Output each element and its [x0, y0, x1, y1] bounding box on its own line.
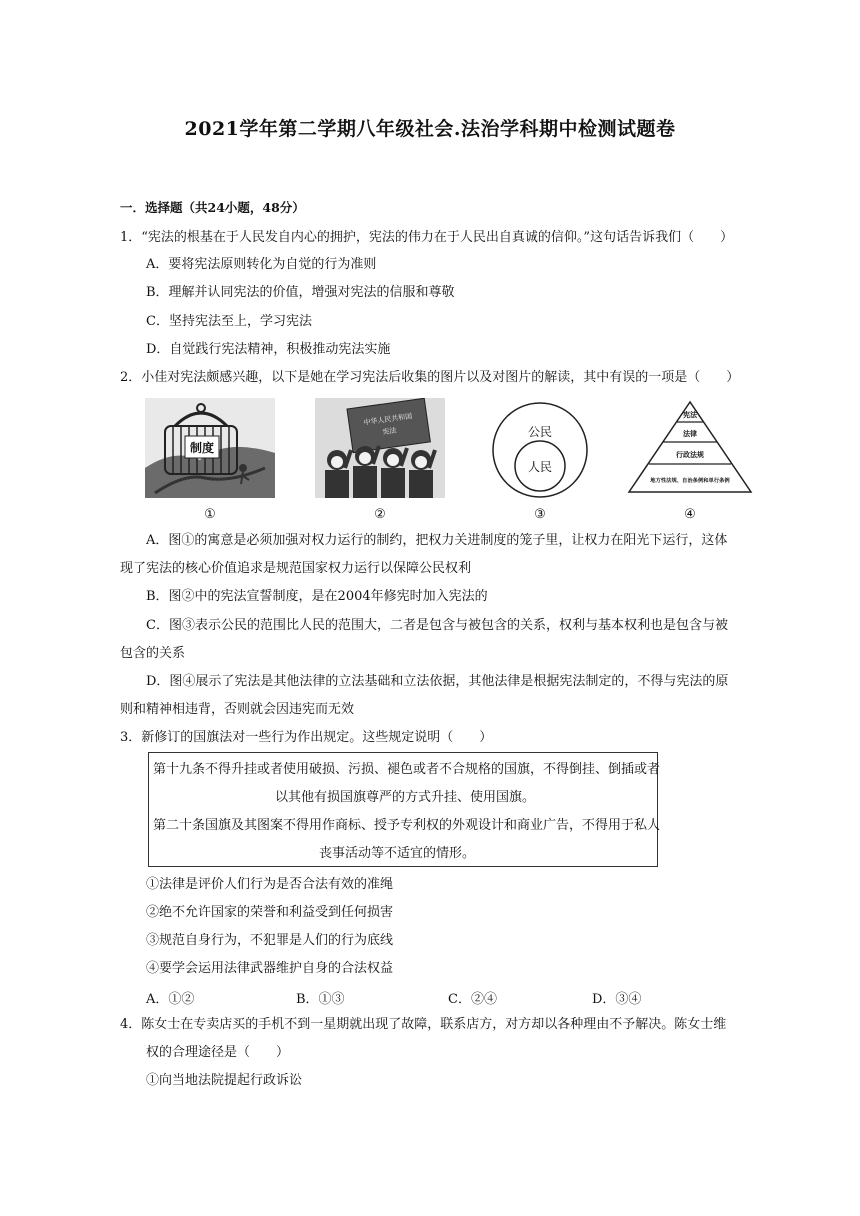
excerpt-line-1: 第十九条不得升挂或者使用破损、污损、褪色或者不合规格的国旗，不得倒挂、倒插或者: [153, 762, 661, 777]
question-3-choices: [146, 988, 706, 1008]
question-3-choice-b: B．①③: [296, 992, 345, 1007]
question-1-option-b: B．理解并认同宪法的价值，增强对宪法的信服和尊敬: [146, 285, 455, 300]
question-4-stem-line1: 4．陈女士在专卖店买的手机不到一星期就出现了故障，联系店方，对方却以各种理由不予解决。陈女士维: [120, 1017, 727, 1032]
pyramid-diagram: [625, 398, 755, 498]
excerpt-line-2: 以其他有损国旗尊严的方式升挂、使用国旗。: [275, 790, 536, 805]
question-1-stem: 1．“宪法的根基在于人民发自内心的拥护，宪法的伟力在于人民出自真诚的信仰。”这句话告诉我们（ ）: [120, 230, 734, 245]
book-title-line1: 中华人民共和国: [363, 412, 413, 427]
figure-3-label: ③: [534, 507, 546, 522]
inner-circle-label: 人民: [527, 460, 553, 474]
figure-2-label: ②: [374, 507, 386, 522]
question-2-option-d-line1: D．图④展示了宪法是其他法律的立法基础和立法依据，其他法律是根据宪法制定的，不得与宪法的原: [146, 674, 729, 689]
figure-1-power-cage: [145, 398, 275, 522]
question-2-option-d-line2: 则和精神相违背，否则就会因违宪而无效: [120, 702, 355, 717]
figure-2-constitution-oath: [315, 398, 445, 522]
circles-diagram: [475, 398, 605, 498]
flag-law-excerpt-box: [148, 752, 661, 867]
figure-3-citizen-people-circles: [475, 398, 605, 522]
outer-circle-label: 公民: [527, 425, 553, 439]
question-1-option-d: D．自觉践行宪法精神，积极推动宪法实施: [146, 342, 391, 357]
cage-sign-text: 制度: [189, 441, 215, 455]
question-3-choice-c: C．②④: [448, 992, 497, 1007]
figure-1-label: ①: [204, 507, 216, 522]
question-3-stem: 3．新修订的国旗法对一些行为作出规定。这些规定说明（ ）: [120, 730, 493, 745]
question-2-stem: 2．小佳对宪法颇感兴趣，以下是她在学习宪法后收集的图片以及对图片的解读，其中有误的一项是（ ）: [120, 370, 740, 385]
excerpt-line-4: 丧事活动等不适宜的情形。: [319, 846, 476, 861]
page-title: 2021学年第二学期八年级社会.法治学科期中检测试题卷: [184, 118, 676, 140]
pyramid-level-3: 行政法规: [676, 451, 704, 459]
excerpt-line-3: 第二十条国旗及其图案不得用作商标、授予专利权的外观设计和商业广告，不得用于私人: [153, 818, 661, 833]
figure-4-legal-pyramid: [625, 398, 755, 522]
pyramid-level-2: 法律: [683, 430, 697, 438]
question-3-item-1: ①法律是评价人们行为是否合法有效的准绳: [146, 877, 394, 892]
question-3-item-3: ③规范自身行为，不犯罪是人们的行为底线: [146, 933, 394, 948]
pyramid-level-4: 地方性法规、自治条例和单行条例: [650, 478, 730, 484]
book-title-line2: 宪法: [382, 426, 398, 437]
section-heading: 一．选择题（共24小题，48分）: [120, 200, 305, 215]
question-2-figures: [140, 398, 760, 522]
question-2-option-c-line1: C．图③表示公民的范围比人民的范围大，二者是包含与被包含的关系，权利与基本权利也是包含与被: [146, 618, 728, 633]
question-1-option-c: C．坚持宪法至上，学习宪法: [146, 314, 312, 329]
question-2-option-c-line2: 包含的关系: [120, 646, 186, 661]
question-4-stem-line2: 权的合理途径是（ ）: [146, 1045, 290, 1060]
oath-illustration: [315, 398, 445, 498]
question-2-option-a-line2: 现了宪法的核心价值追求是规范国家权力运行以保障公民权利: [120, 561, 472, 576]
question-1-option-a: A．要将宪法原则转化为自觉的行为准则: [146, 257, 377, 272]
question-3-item-2: ②绝不允许国家的荣誉和利益受到任何损害: [146, 905, 394, 920]
question-3-choice-a: A．①②: [146, 992, 195, 1007]
question-3-item-4: ④要学会运用法律武器维护自身的合法权益: [146, 961, 394, 976]
question-3-choice-d: D．③④: [592, 992, 642, 1007]
question-2-option-b: B．图②中的宪法宣誓制度，是在2004年修宪时加入宪法的: [146, 589, 488, 604]
cage-illustration: [145, 398, 275, 498]
question-4-item-1: ①向当地法院提起行政诉讼: [146, 1073, 303, 1088]
figure-4-label: ④: [684, 507, 696, 522]
pyramid-level-1: 宪法: [683, 411, 697, 419]
question-2-option-a-line1: A．图①的寓意是必须加强对权力运行的制约，把权力关进制度的笼子里，让权力在阳光下运行，这体: [146, 533, 728, 548]
